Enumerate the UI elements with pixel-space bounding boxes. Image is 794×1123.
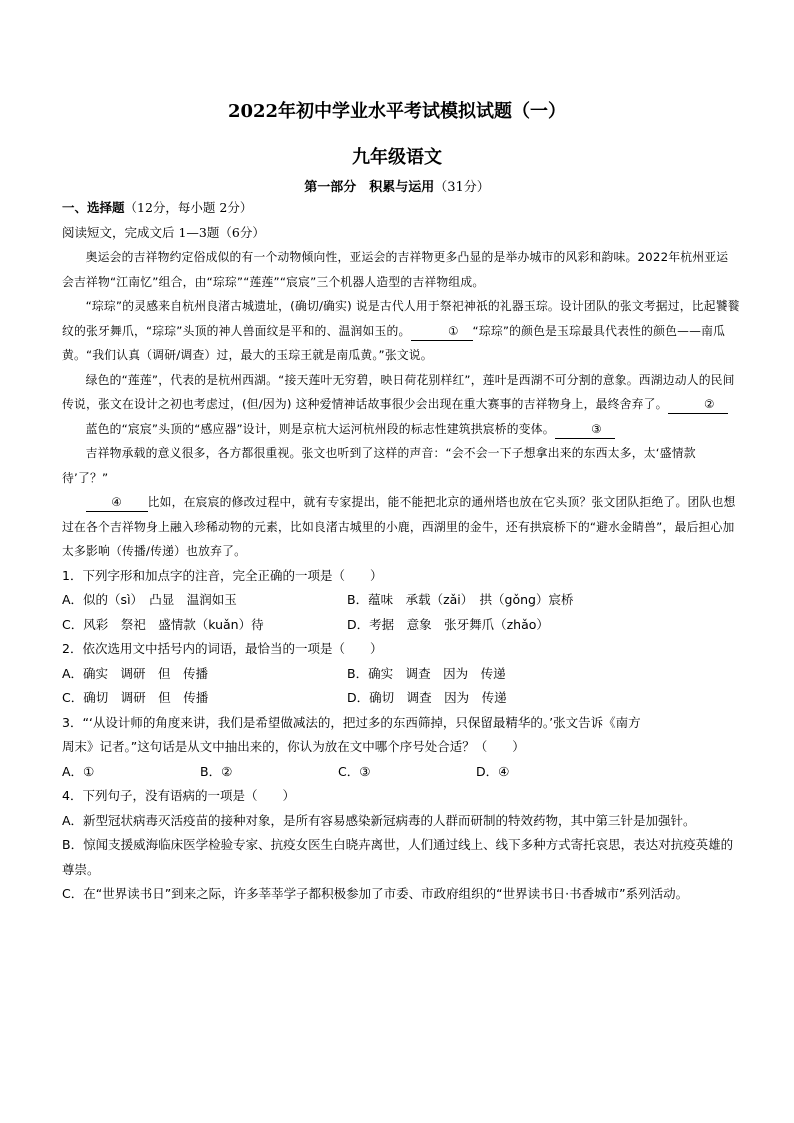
blank-marker-4: ④: [86, 493, 148, 512]
option-d[interactable]: D．考据 意象 张牙舞爪（zhǎo）: [347, 616, 549, 632]
blank-marker-1: ①: [411, 322, 473, 341]
passage-text: 比如，在宸宸的修改过程中，就有专家提出，能不能把北京的通州塔也放在它头顶？张文团队拒绝了。团队也想过在各个吉祥物身上融入珍稀动物的元素，比如良渚古城里的小鹿，西湖里的金牛，还有拱宸桥下的“避水金睛兽”，最后担心加太多影响（传播/传递）也放弃了。: [62, 495, 736, 558]
section-title: 一、选择题: [62, 200, 125, 215]
passage-paragraph-6: [62, 490, 740, 564]
blank-marker-3: ③: [555, 420, 615, 439]
reading-intro: 阅读短文，完成文后 1—3题（6分）: [62, 224, 265, 240]
option-c[interactable]: C．风彩 祭祀 盛情款（kuǎn）待: [62, 616, 264, 632]
option-a[interactable]: A．确实 调研 但 传播: [62, 665, 209, 681]
option-b[interactable]: B．确实 调查 因为 传递: [347, 665, 506, 681]
part-score: （31分）: [434, 180, 490, 195]
option-d[interactable]: D．④: [476, 763, 510, 779]
question-1-stem: 1．下列字形和加点字的注音，完全正确的一项是（ ）: [62, 567, 383, 583]
exam-subject: 九年级语文: [352, 147, 442, 168]
passage-text: “琮琮”的颜色是玉琮最具代表性的颜色——南瓜黄。“我们认真（调研/调查）过，最大的玉琮王就是南瓜黄。”张文说。: [62, 323, 726, 362]
option-a[interactable]: A．似的（sì） 凸显 温润如玉: [62, 592, 237, 607]
section-note: （12分，每小题 2分）: [124, 200, 253, 215]
passage-paragraph-4: [62, 417, 740, 442]
reading-passage: [62, 245, 740, 564]
exam-content: [62, 196, 740, 907]
option-b[interactable]: B．惊闻支援威海临床医学检验专家、抗疫女医生白晓卉离世，人们通过线上、线下多种方式寄托哀思，表达对抗疫英雄的尊崇。: [62, 837, 734, 877]
passage-paragraph-5: 吉祥物承载的意义很多，各方都很重视。张文也听到了这样的声音：“会不会一下子想拿出来的东西太多，太‘盛情款待’了？”: [62, 446, 696, 485]
question-1-options-row-2: [62, 613, 740, 638]
passage-paragraph-1: 奥运会的吉祥物约定俗成似的有一个动物倾向性，亚运会的吉祥物更多凸显的是举办城市的风彩和韵味。2022年杭州亚运会吉祥物“江南忆”组合，由“琮琮”“莲莲”“宸宸”三个机器人造型的吉祥物组成。: [62, 250, 729, 289]
part-heading: [0, 176, 794, 195]
section-heading: [62, 196, 740, 221]
passage-text: 蓝色的“宸宸”头顶的“感应器”设计，则是京杭大运河杭州段的标志性建筑拱宸桥的变体。: [85, 421, 555, 436]
option-c[interactable]: C．③: [338, 763, 371, 779]
question-2-options-row-2: [62, 686, 740, 711]
questions: [62, 564, 740, 907]
option-a[interactable]: A．①: [62, 763, 95, 779]
passage-text: “琮琮”的灵感来自杭州良渚古城遗址，(确切/确实) 说是古代人用于祭祀神祇的礼器玉琮。设计团队的张文考据过，比起饕餮纹的张牙舞爪，“琮琮”头顶的神人兽面纹是平和的、温润如玉的。: [62, 299, 740, 338]
option-a[interactable]: A．新型冠状病毒灭活疫苗的接种对象，是所有容易感染新冠病毒的人群而研制的特效药物，其中第三针是加强针。: [62, 812, 696, 828]
option-d[interactable]: D．确切 调查 因为 传递: [347, 690, 507, 705]
question-3-stem-line-2: 周末》记者。”这句话是从文中抽出来的，你认为放在文中哪个序号处合适？（ ）: [62, 739, 525, 754]
question-2-stem: 2．依次选用文中括号内的词语，最恰当的一项是（ ）: [62, 641, 383, 656]
question-4-stem: 4．下列句子，没有语病的一项是（ ）: [62, 788, 295, 803]
option-c[interactable]: C．确切 调研 但 传播: [62, 690, 209, 705]
option-b[interactable]: B．蕴味 承载（zǎi） 拱（gǒng）宸桥: [347, 592, 574, 607]
part-label: 第一部分 积累与运用: [304, 180, 435, 195]
question-1-options-row-1: [62, 588, 740, 613]
question-3-options: [62, 760, 740, 785]
option-b[interactable]: B．②: [200, 763, 233, 779]
question-2-options-row-1: [62, 662, 740, 687]
passage-paragraph-2: [62, 294, 740, 368]
option-c[interactable]: C．在“世界读书日”到来之际，许多莘莘学子都积极参加了市委、市政府组织的“世界读书日·书香城市”系列活动。: [62, 886, 689, 901]
passage-paragraph-3: [62, 368, 740, 417]
passage-text: 绿色的“莲莲”，代表的是杭州西湖。“接天莲叶无穷碧，映日荷花别样红”，莲叶是西湖不可分割的意象。西湖边动人的民间传说，张文在设计之初也考虑过，(但/因为) 这种爱情神话故事很少会出现在重大赛事的吉祥物身上，最终舍弃了。: [62, 372, 735, 411]
question-3-stem-line-1: 3．“‘从设计师的角度来讲，我们是希望做减法的，把过多的东西筛掉，只保留最精华的。’张文告诉《南方: [62, 714, 641, 730]
blank-marker-2: ②: [668, 395, 728, 414]
exam-title: 2022年初中学业水平考试模拟试题（一）: [227, 101, 567, 122]
